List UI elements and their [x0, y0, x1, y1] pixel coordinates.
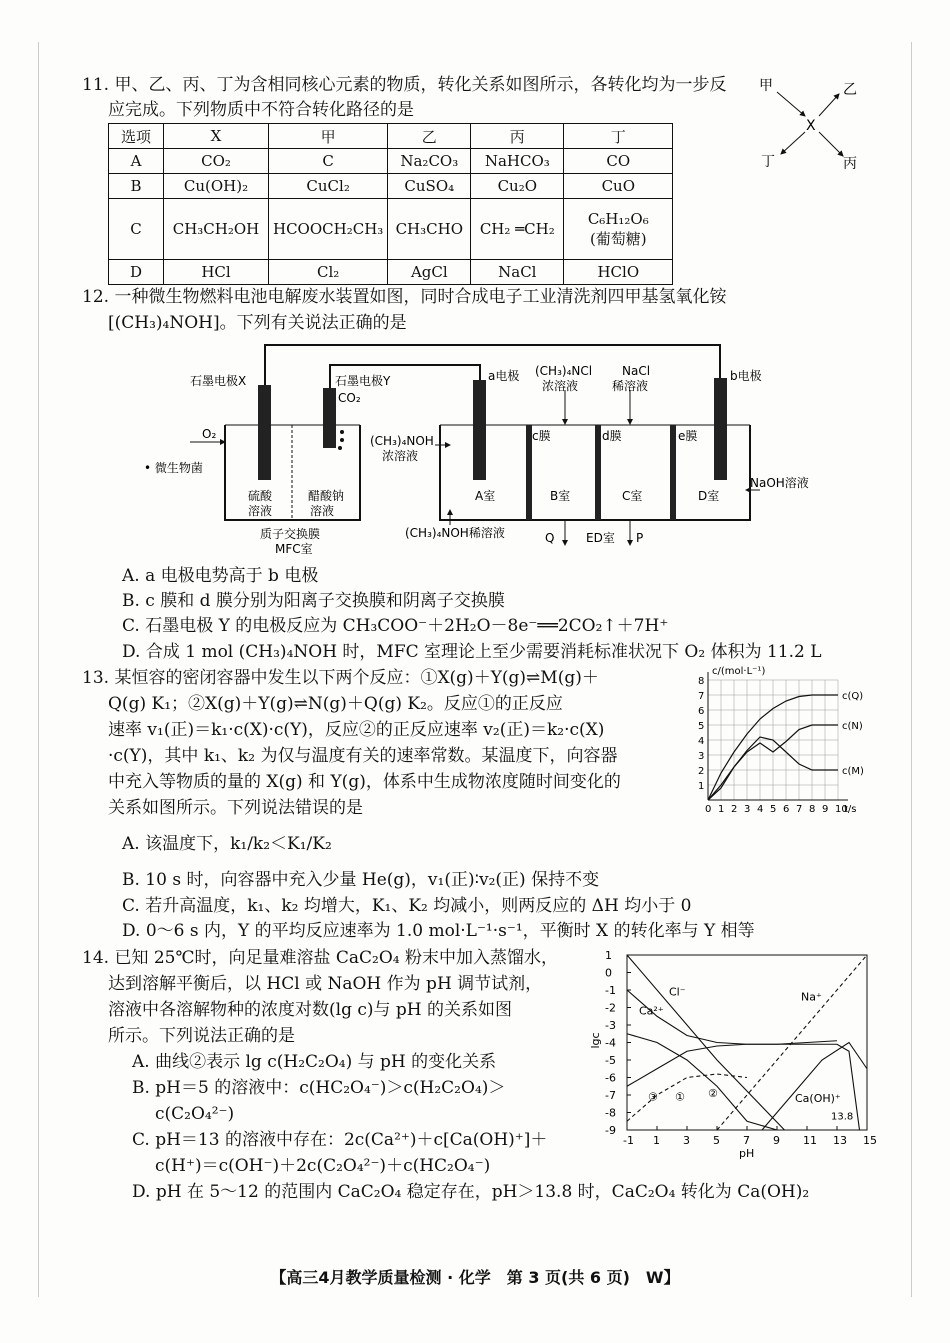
label-q: Q: [545, 531, 555, 545]
y-tick-label: -8: [605, 1106, 616, 1120]
series-line-3: [627, 1034, 792, 1130]
q14-option-c-cont: c(H⁺)＝c(OH⁻)＋2c(C₂O₄²⁻)＋c(HC₂O₄⁻): [155, 1156, 491, 1176]
series-line-5: [627, 1074, 747, 1121]
table-cell: NaCl: [471, 260, 564, 285]
table-cell: Cl₂: [269, 260, 388, 285]
table-cell: HCl: [164, 260, 269, 285]
y-tick-label: -9: [605, 1124, 616, 1137]
y-axis-label: lgc: [589, 1032, 602, 1049]
table-cell: Cu₂O: [471, 174, 564, 199]
x-tick-label: 1: [718, 804, 725, 815]
q14-stem-line2: 达到溶解平衡后，以 HCl 或 NaOH 作为 pH 调节试剂，: [108, 974, 543, 994]
label-tmacl: (CH₃)₄NCl: [535, 364, 593, 378]
q14-stem-line4: 所示。下列说法正确的是: [108, 1026, 295, 1046]
q13-stem-line3: 速率 v₁(正)＝k₁·c(X)·c(Y)，反应②的正反应速率 v₂(正)＝k₂·c(X): [108, 720, 605, 740]
y-tick-label: -2: [605, 1001, 616, 1015]
q12-option-c: C. 石墨电极 Y 的电极反应为 CH₃COO⁻＋2H₂O－8e⁻══2CO₂↑＋7H⁺: [122, 616, 669, 636]
label-room-b: B室: [550, 489, 571, 503]
table-cell: CO₂: [164, 149, 269, 174]
table-cell: D: [109, 260, 164, 285]
label-sulfuric2: 溶液: [248, 504, 273, 518]
x-tick-label: 0: [705, 804, 712, 815]
label-tmaoh-dil: (CH₃)₄NOH稀溶液: [405, 526, 505, 540]
series-label: ③: [648, 1090, 658, 1104]
series-label: c(M): [842, 766, 864, 777]
q14-stem-line3: 溶液中各溶解物种的浓度对数(lg c)与 pH 的关系如图: [108, 1000, 513, 1020]
series-line-1: [717, 955, 867, 1130]
table-cell: Na₂CO₃: [388, 149, 471, 174]
q12-option-a: A. a 电极电势高于 b 电极: [122, 566, 319, 586]
y-tick-label: 6: [698, 706, 705, 717]
label-nacl2: 稀溶液: [612, 379, 649, 393]
q12-option-b: B. c 膜和 d 膜分别为阳离子交换膜和阴离子交换膜: [122, 591, 505, 611]
diagram-yi: 乙: [843, 82, 857, 98]
diagram-ding: 丁: [761, 154, 775, 170]
q11-stem-line2: 应完成。下列物质中不符合转化路径的是: [108, 100, 414, 120]
q12-stem-line1: 12. 一种微生物燃料电池电解废水装置如图，同时合成电子工业清洗剂四甲基氢氧化铵: [82, 287, 727, 307]
table-header: 丁: [564, 124, 673, 149]
x-tick-label: 11: [803, 1134, 817, 1147]
x-tick-label: 10: [835, 804, 848, 815]
series-label: Cl⁻: [669, 985, 686, 999]
glucose-note: (葡萄糖): [589, 229, 647, 248]
x-tick-label: 1: [653, 1134, 660, 1147]
diagram-bing: 丙: [843, 156, 857, 172]
label-acetate: 醋酸钠: [308, 489, 345, 503]
label-co2: CO₂: [338, 391, 361, 405]
x-tick-label: 7: [796, 804, 803, 815]
x-axis-label: t/s: [844, 804, 857, 815]
q11-table: [108, 123, 673, 285]
q11-stem-line1: 11. 甲、乙、丙、丁为含相同核心元素的物质，转化关系如图所示，各转化均为一步反: [82, 75, 727, 95]
table-header: 乙: [388, 124, 471, 149]
series-label: Na⁺: [801, 990, 822, 1004]
x-tick-label: 9: [822, 804, 829, 815]
y-tick-label: 1: [605, 949, 612, 962]
q13-stem-line5: 中充入等物质的量的 X(g) 和 Y(g)，体系中生成物浓度随时间变化的: [108, 772, 621, 792]
series-label: Ca²⁺: [639, 1004, 664, 1018]
table-cell: C: [269, 149, 388, 174]
y-tick-label: -6: [605, 1071, 616, 1085]
label-a-electrode: a电极: [488, 369, 520, 383]
q13-stem-line2: Q(g) K₁；②X(g)＋Y(g)⇌N(g)＋Q(g) K₂。反应①的正反应: [108, 694, 563, 714]
series-label: c(Q): [842, 691, 864, 702]
table-cell: HCOOCH₂CH₃: [269, 199, 388, 260]
y-tick-label: -4: [605, 1036, 616, 1050]
arrow-x-yi: [819, 94, 839, 116]
table-cell: B: [109, 174, 164, 199]
label-o2: O₂: [202, 427, 217, 441]
series-line-0: [627, 955, 785, 1130]
label-b-electrode: b电极: [730, 369, 762, 383]
q12-option-d: D. 合成 1 mol (CH₃)₄NOH 时，MFC 室理论上至少需要消耗标准状况下 O₂ 体积为 11.2 L: [122, 642, 822, 662]
q14-stem-line1: 14. 已知 25℃时，向足量难溶盐 CaC₂O₄ 粉末中加入蒸馏水，: [82, 948, 559, 968]
q14-lgc-ph-chart: [585, 945, 885, 1160]
diagram-jia: 甲: [759, 78, 773, 94]
q13-stem-line1: 13. 某恒容的密闭容器中发生以下两个反应：①X(g)＋Y(g)⇌M(g)＋: [82, 668, 599, 688]
table-cell: NaHCO₃: [471, 149, 564, 174]
q13-option-d: D. 0～6 s 内，Y 的平均反应速率为 1.0 mol·L⁻¹·s⁻¹，平衡时 X 的转化率与 Y 相等: [122, 921, 755, 941]
label-pem: 质子交换膜: [260, 527, 321, 541]
x-tick-label: 13: [833, 1134, 847, 1147]
table-cell: CO: [564, 149, 673, 174]
diagram-x: X: [806, 118, 816, 134]
y-tick-label: 1: [698, 781, 705, 792]
table-header: 丙: [471, 124, 564, 149]
q14-option-d: D. pH 在 5～12 的范围内 CaC₂O₄ 稳定存在，pH＞13.8 时，CaC₂O₄ 转化为 Ca(OH)₂: [132, 1182, 810, 1202]
table-header: 选项: [109, 124, 164, 149]
table-cell: CH₃CH₂OH: [164, 199, 269, 260]
x-axis-label: pH: [739, 1147, 755, 1160]
x-tick-label: 5: [713, 1134, 720, 1147]
x-tick-label: 3: [744, 804, 751, 815]
table-row: [109, 199, 673, 260]
label-room-a: A室: [475, 489, 496, 503]
y-tick-label: 0: [605, 966, 612, 980]
glucose-formula: C₆H₁₂O₆: [587, 209, 649, 228]
x-tick-label: 9: [773, 1134, 780, 1147]
y-tick-label: -3: [605, 1019, 616, 1032]
q13-stem-line4: ·c(Y)，其中 k₁、k₂ 为仅与温度有关的速率常数。某温度下，向容器: [108, 746, 618, 766]
q13-stem-line6: 关系如图所示。下列说法错误的是: [108, 798, 363, 818]
label-tmacl2: 浓溶液: [542, 379, 579, 393]
series-label: ②: [708, 1086, 718, 1100]
label-acetate2: 溶液: [310, 504, 335, 518]
q14-option-a: A. 曲线②表示 lg c(H₂C₂O₄) 与 pH 的变化关系: [132, 1052, 497, 1072]
label-tmaoh-conc2: 浓溶液: [382, 449, 419, 463]
table-cell: [564, 199, 673, 260]
table-header: X: [164, 124, 269, 149]
label-e-membrane: e膜: [678, 429, 698, 443]
q13-option-b: B. 10 s 时，向容器中充入少量 He(g)，v₁(正)∶v₂(正) 保持不变: [122, 870, 600, 890]
table-cell: A: [109, 149, 164, 174]
label-room-d: D室: [698, 489, 720, 503]
x-tick-label: 2: [731, 804, 738, 815]
q12-apparatus-diagram: [144, 340, 840, 556]
y-tick-label: 5: [698, 721, 705, 732]
series-label: Ca(OH)⁺: [795, 1092, 841, 1105]
label-ed-room: ED室: [586, 531, 615, 545]
x-tick-label: 7: [743, 1134, 750, 1147]
table-header-row: [109, 124, 673, 149]
x-tick-label: 15: [863, 1134, 877, 1147]
y-tick-label: -1: [605, 984, 616, 997]
q14-option-b-cont: c(C₂O₄²⁻): [155, 1104, 235, 1124]
y-tick-label: -5: [605, 1054, 616, 1067]
x-tick-label: 4: [757, 804, 764, 815]
x-tick-label: 5: [770, 804, 777, 815]
table-row: [109, 260, 673, 285]
y-tick-label: 7: [698, 691, 705, 702]
x-tick-label: 6: [783, 804, 790, 815]
series-label: ①: [675, 1090, 685, 1104]
arrow-x-ding: [781, 132, 805, 154]
label-tmaoh-conc: (CH₃)₄NOH: [370, 434, 434, 448]
table-cell: C: [109, 199, 164, 260]
table-row: [109, 174, 673, 199]
x-tick-label: 8: [809, 804, 816, 815]
y-tick-label: 3: [698, 751, 705, 762]
table-row: [109, 149, 673, 174]
series-label: c(N): [842, 721, 863, 732]
q14-option-b: B. pH＝5 的溶液中：c(HC₂O₄⁻)＞c(H₂C₂O₄)＞: [132, 1078, 506, 1098]
x-tick-label: -1: [623, 1134, 634, 1147]
y-tick-label: 4: [698, 736, 705, 747]
x-tick-label: 3: [683, 1134, 690, 1147]
q11-cross-diagram: [755, 72, 875, 177]
q12-stem-line2: [(CH₃)₄NOH]。下列有关说法正确的是: [108, 313, 407, 333]
label-microbe: • 微生物菌: [144, 461, 203, 475]
page-footer: 【高三4月教学质量检测 · 化学 第 3 页(共 6 页) W】: [270, 1268, 680, 1287]
q13-option-a: A. 该温度下，k₁/k₂＜K₁/K₂: [122, 834, 332, 854]
label-room-c: C室: [622, 489, 643, 503]
q13-option-c: C. 若升高温度，k₁、k₂ 均增大，K₁、K₂ 均减小，则两反应的 ΔH 均小于 0: [122, 896, 692, 916]
label-naoh: NaOH溶液: [750, 476, 809, 490]
label-d-membrane: d膜: [602, 429, 622, 443]
table-cell: CH₃CHO: [388, 199, 471, 260]
table-cell: CuO: [564, 174, 673, 199]
label-nacl: NaCl: [622, 364, 651, 378]
label-c-membrane: c膜: [532, 429, 551, 443]
arrow-jia-x: [777, 92, 805, 116]
q13-concentration-chart: [690, 664, 890, 814]
table-cell: AgCl: [388, 260, 471, 285]
table-cell: Cu(OH)₂: [164, 174, 269, 199]
annotation-label: 13.8: [831, 1111, 854, 1123]
y-tick-label: -7: [605, 1089, 616, 1102]
y-axis-label: c/(mol·L⁻¹): [712, 666, 766, 677]
label-p: P: [636, 531, 644, 545]
table-header: 甲: [269, 124, 388, 149]
arrow-x-bing: [819, 132, 843, 156]
label-graphite-x: 石墨电极X: [190, 374, 247, 388]
y-tick-label: 8: [698, 676, 705, 687]
table-cell: CuSO₄: [388, 174, 471, 199]
table-cell: CuCl₂: [269, 174, 388, 199]
label-sulfuric: 硫酸: [248, 489, 273, 503]
label-mfc: MFC室: [275, 542, 313, 556]
label-graphite-y: 石墨电极Y: [335, 374, 391, 388]
q14-option-c: C. pH＝13 的溶液中存在：2c(Ca²⁺)＋c[Ca(OH)⁺]＋: [132, 1130, 548, 1150]
table-cell: HClO: [564, 260, 673, 285]
table-cell: CH₂ ═CH₂: [471, 199, 564, 260]
y-tick-label: 2: [698, 766, 705, 777]
